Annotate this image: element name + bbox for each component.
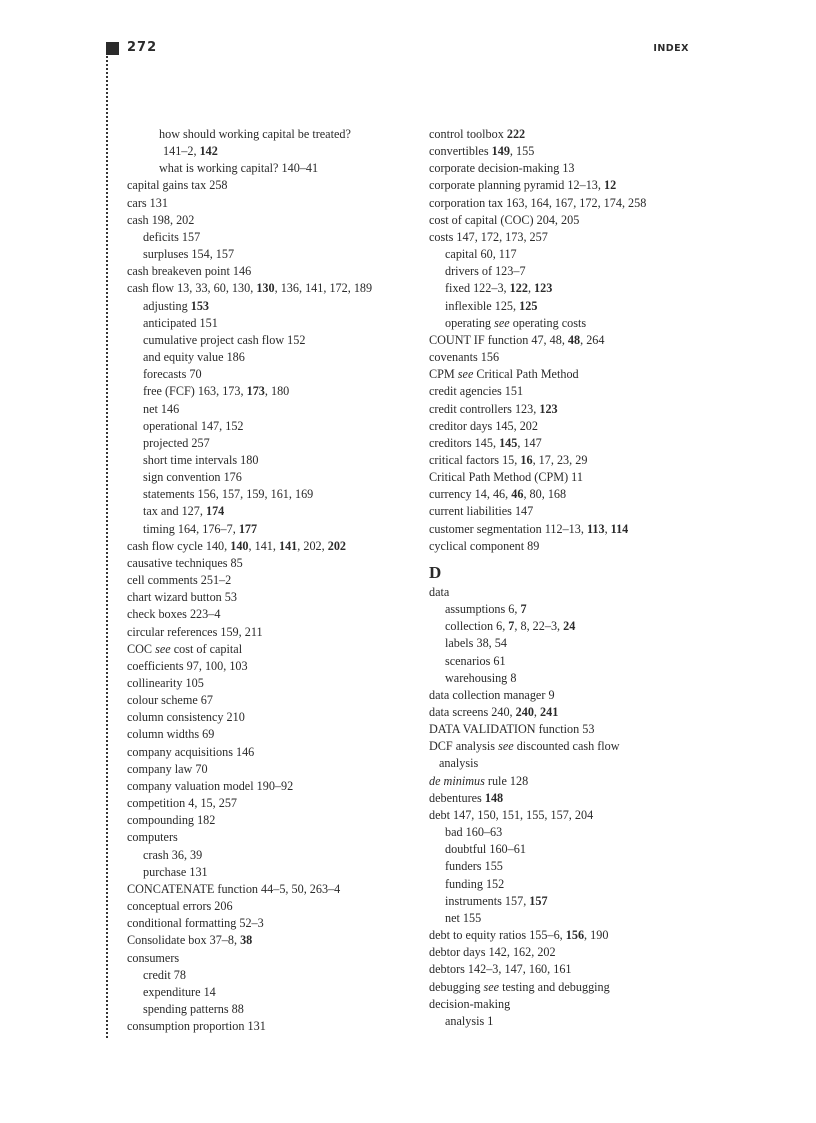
index-entry: coefficients 97, 100, 103 [127,658,248,673]
index-subentry: fixed 122–3, 122, 123 [445,281,553,296]
index-entry: DATA VALIDATION function 53 [429,722,595,737]
index-subentry: anticipated 151 [143,315,218,330]
index-entry: cars 131 [127,195,168,210]
index-entry: decision-making [429,996,511,1011]
index-subentry: instruments 157, 157 [445,893,548,908]
page-marker-square [106,42,119,55]
index-entry: data collection manager 9 [429,687,555,702]
index-entry: cash flow cycle 140, 140, 141, 141, 202, 202 [127,538,347,553]
index-entry: CONCATENATE function 44–5, 50, 263–4 [127,881,341,896]
running-head: INDEX [653,43,689,54]
index-subentry: funding 152 [445,876,505,891]
index-subentry: spending patterns 88 [143,1001,244,1016]
index-entry: creditors 145, 145, 147 [429,435,542,450]
index-entry: DCF analysis see discounted cash flow [429,739,620,754]
index-entry: debugging see testing and debugging [429,979,610,994]
index-subentry: and equity value 186 [143,350,245,365]
index-subentry: projected 257 [143,435,210,450]
index-subentry: drivers of 123–7 [445,264,526,279]
index-entry: critical factors 15, 16, 17, 23, 29 [429,452,588,467]
index-subentry: net 146 [143,401,180,416]
index-entry: COC see cost of capital [127,641,243,656]
index-entry: cell comments 251–2 [127,573,232,588]
index-entry: data [429,584,450,599]
index-column-right [429,126,719,1030]
index-subentry: operational 147, 152 [143,418,244,433]
index-column-left [127,126,417,1035]
index-entry: consumers [127,950,180,965]
index-entry: check boxes 223–4 [127,607,221,622]
index-entry: debt to equity ratios 155–6, 156, 190 [429,928,609,943]
index-entry: COUNT IF function 47, 48, 48, 264 [429,332,605,347]
index-subentry: credit 78 [143,967,186,982]
index-subentry: 141–2, 142 [163,144,218,159]
index-entry: computers [127,830,178,845]
index-entry: currency 14, 46, 46, 80, 168 [429,487,567,502]
index-entry: debt 147, 150, 151, 155, 157, 204 [429,807,594,822]
index-subentry: short time intervals 180 [143,452,259,467]
index-subentry: labels 38, 54 [445,636,507,651]
index-subentry: tax and 127, 174 [143,504,225,519]
index-entry: CPM see Critical Path Method [429,367,579,382]
index-entry: conceptual errors 206 [127,899,233,914]
index-subentry: crash 36, 39 [143,847,203,862]
index-entry: column widths 69 [127,727,215,742]
index-entry: costs 147, 172, 173, 257 [429,229,548,244]
index-subentry: deficits 157 [143,229,201,244]
index-subentry: analysis 1 [445,1013,494,1028]
index-entry: control toolbox 222 [429,127,526,141]
index-subentry: cumulative project cash flow 152 [143,332,306,347]
index-entry: convertibles 149, 155 [429,144,535,159]
index-subentry: timing 164, 176–7, 177 [143,521,258,536]
index-subentry: how should working capital be treated? [159,127,351,141]
index-subentry: expenditure 14 [143,984,216,999]
index-entry: cash flow 13, 33, 60, 130, 130, 136, 141, 172, 189 [127,281,373,296]
index-entry: Critical Path Method (CPM) 11 [429,470,583,485]
index-entry: cash 198, 202 [127,212,195,227]
index-entry: current liabilities 147 [429,504,534,519]
index-entry: consumption proportion 131 [127,1019,266,1034]
index-entry: conditional formatting 52–3 [127,916,264,931]
page-number: 272 [127,40,158,55]
index-entry: cash breakeven point 146 [127,264,252,279]
index-subentry: capital 60, 117 [445,247,517,262]
index-subentry: analysis [439,756,479,771]
index-entry: data screens 240, 240, 241 [429,705,559,719]
index-subentry: assumptions 6, 7 [445,602,527,617]
index-entry: cyclical component 89 [429,538,540,553]
index-subentry: funders 155 [445,859,503,874]
index-entry: company acquisitions 146 [127,744,255,759]
index-subentry: bad 160–63 [445,825,503,840]
index-subentry: operating see operating costs [445,315,587,330]
index-entry: debtors 142–3, 147, 160, 161 [429,962,572,977]
index-entry: corporate planning pyramid 12–13, 12 [429,178,617,193]
index-section-letter: D [429,562,442,582]
index-entry: creditor days 145, 202 [429,418,538,433]
index-entry: compounding 182 [127,813,216,828]
index-entry: customer segmentation 112–13, 113, 114 [429,521,629,536]
index-subentry: surpluses 154, 157 [143,247,235,262]
index-entry: de minimus rule 128 [429,773,529,788]
index-subentry: adjusting 153 [143,298,210,313]
dotted-margin-rule [106,56,108,1040]
index-subentry: net 155 [445,910,482,925]
index-subentry: scenarios 61 [445,653,506,668]
index-subentry: forecasts 70 [143,367,202,382]
index-entry: colour scheme 67 [127,693,213,708]
index-entry: credit agencies 151 [429,384,524,399]
index-entry: chart wizard button 53 [127,590,237,605]
index-subentry: collection 6, 7, 8, 22–3, 24 [445,619,576,634]
index-entry: Consolidate box 37–8, 38 [127,933,253,948]
index-subentry: inflexible 125, 125 [445,298,538,313]
index-entry: debentures 148 [429,790,504,805]
index-entry: competition 4, 15, 257 [127,796,238,811]
index-entry: company valuation model 190–92 [127,778,294,793]
index-entry: capital gains tax 258 [127,178,228,193]
index-entry: covenants 156 [429,350,500,365]
index-entry: causative techniques 85 [127,555,243,570]
index-entry: credit controllers 123, 123 [429,401,558,416]
index-subentry: doubtful 160–61 [445,842,526,857]
index-entry: debtor days 142, 162, 202 [429,945,556,960]
index-subentry: purchase 131 [143,864,208,879]
index-subentry: warehousing 8 [445,670,517,685]
index-entry: company law 70 [127,761,208,776]
index-entry: cost of capital (COC) 204, 205 [429,212,580,227]
index-subentry: sign convention 176 [143,470,242,485]
index-entry: corporate decision-making 13 [429,161,575,176]
index-subentry: what is working capital? 140–41 [159,161,319,176]
index-entry: circular references 159, 211 [127,624,263,639]
index-entry: column consistency 210 [127,710,245,725]
index-entry: corporation tax 163, 164, 167, 172, 174, 258 [429,195,647,210]
index-entry: collinearity 105 [127,676,204,690]
index-subentry: free (FCF) 163, 173, 173, 180 [143,384,290,399]
index-subentry: statements 156, 157, 159, 161, 169 [143,487,314,502]
